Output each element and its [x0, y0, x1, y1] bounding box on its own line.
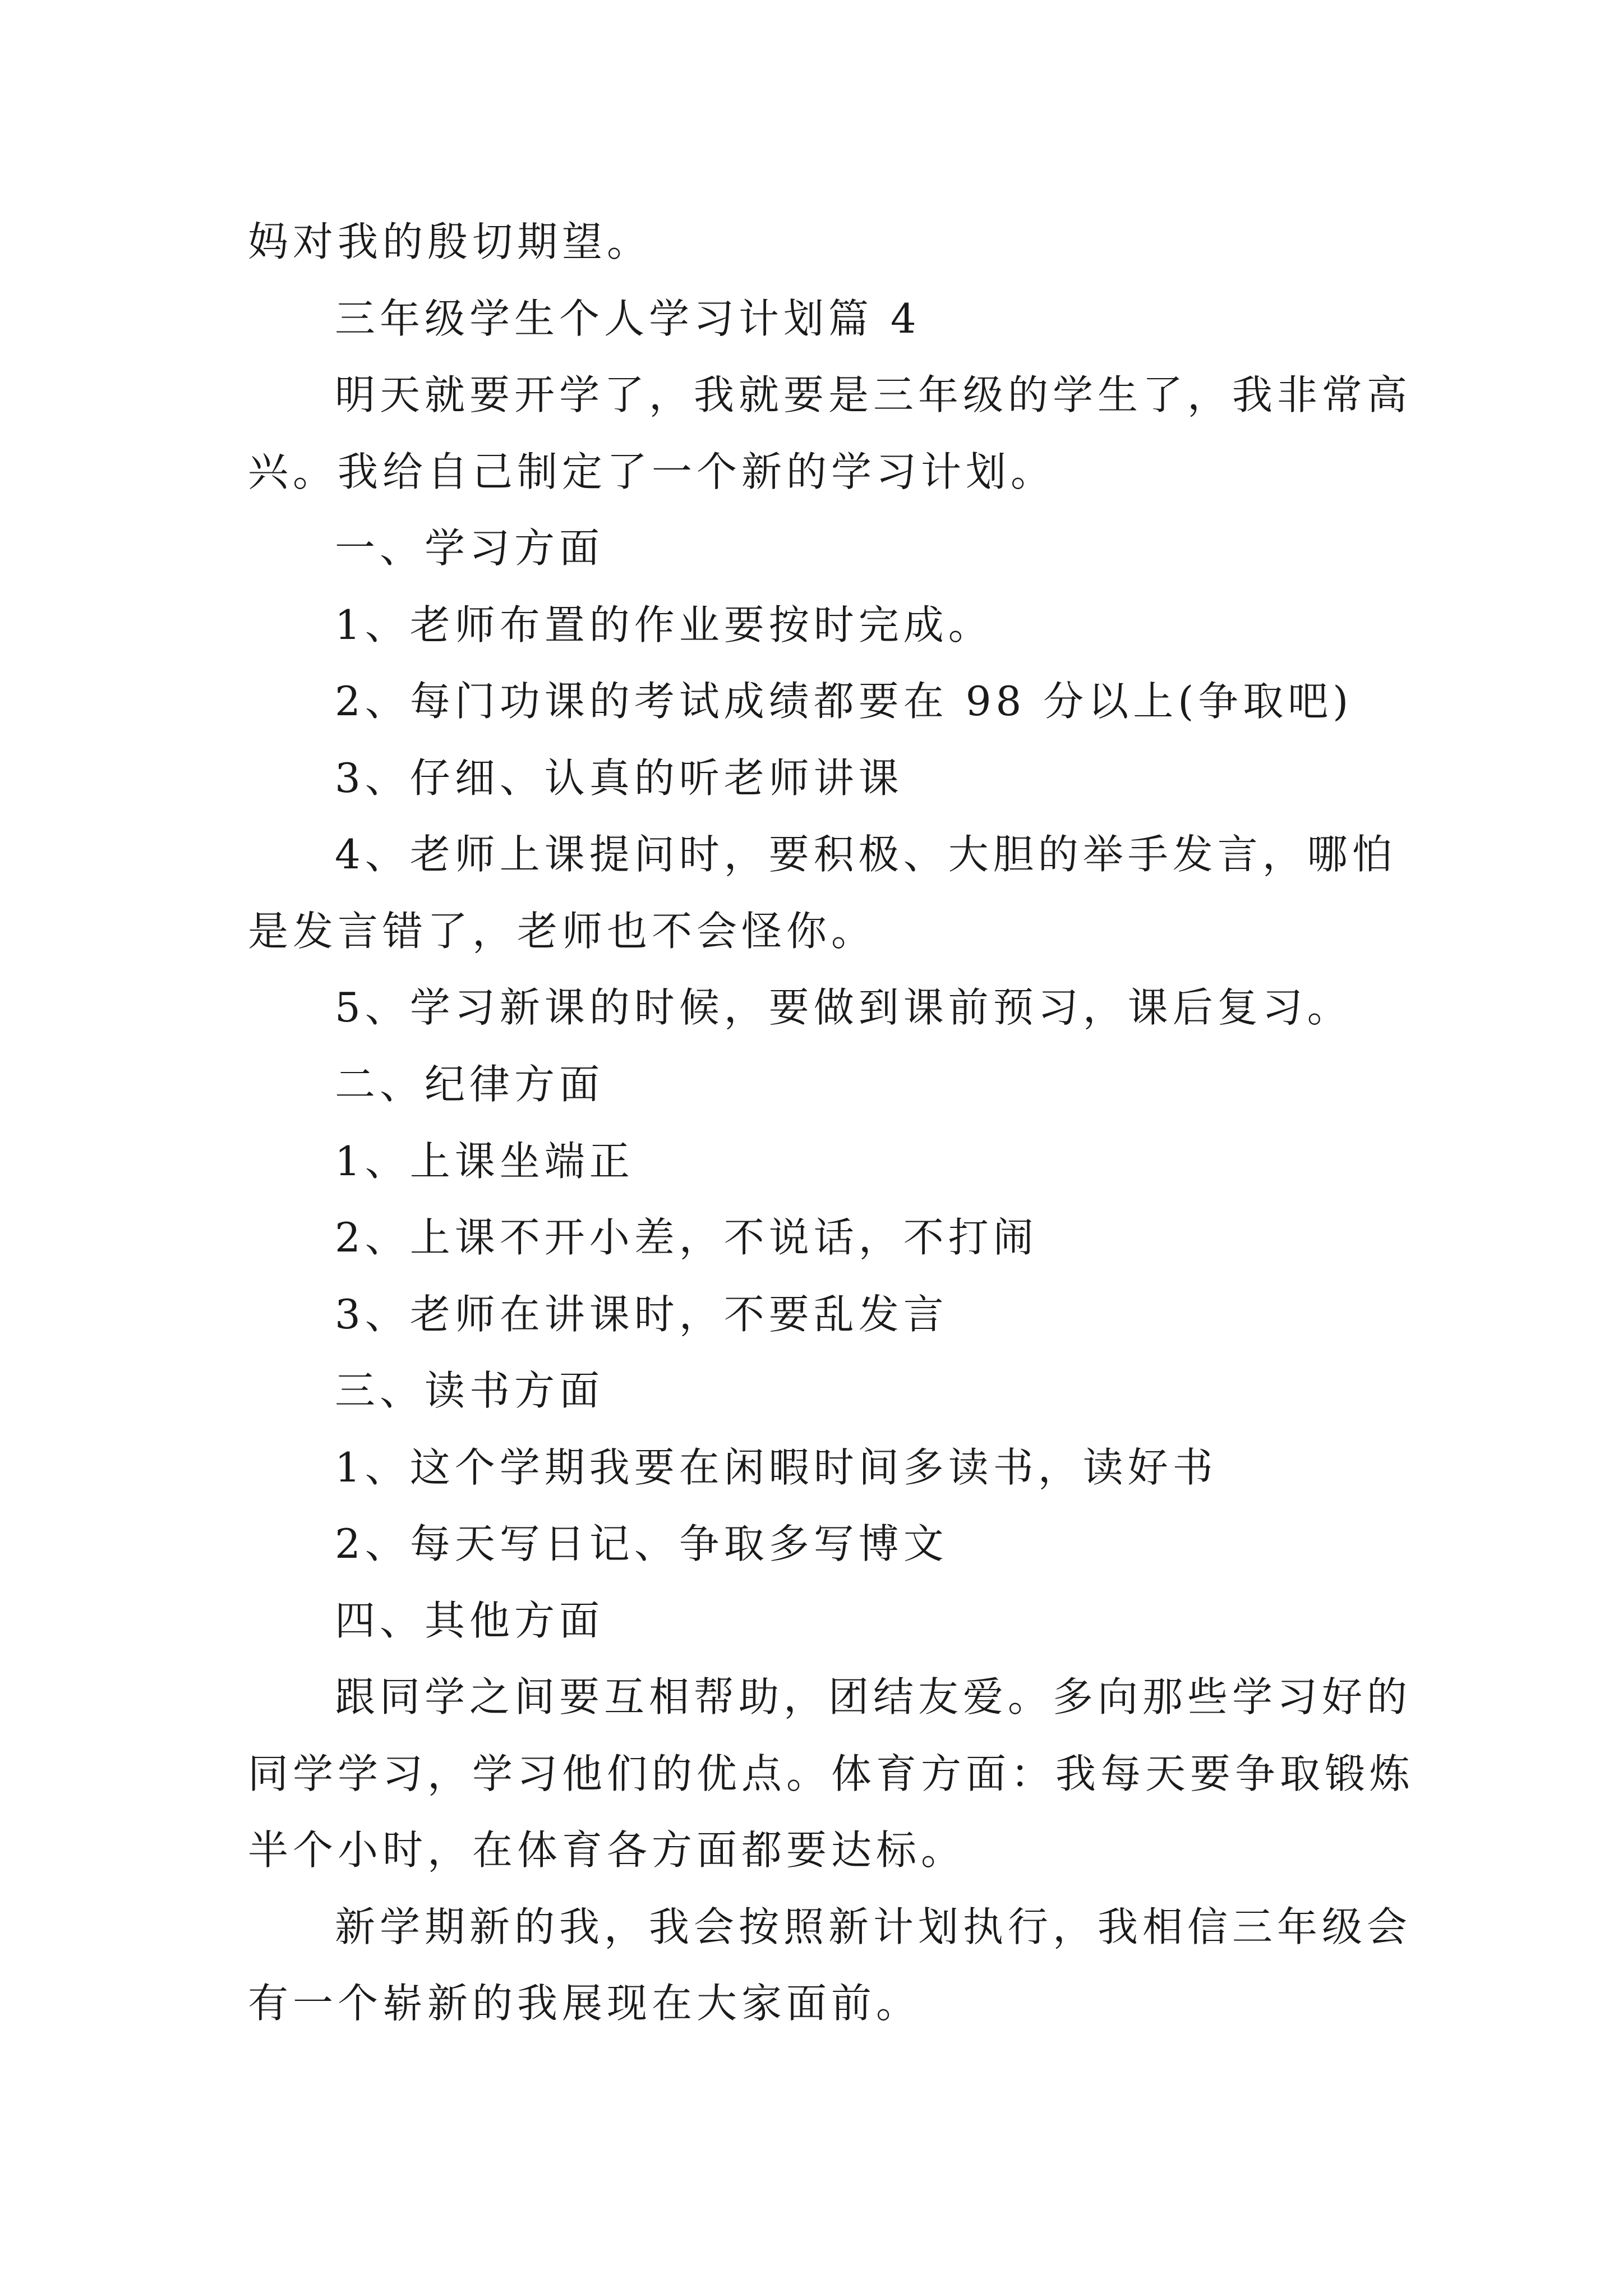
- sub-heading: 二、纪律方面: [335, 1061, 605, 1108]
- list-item: 5、学习新课的时候，要做到课前预习，课后复习。: [335, 984, 1352, 1031]
- list-item: 2、每天写日记、争取多写博文: [335, 1520, 948, 1567]
- list-item: 2、每门功课的考试成绩都要在 98 分以上(争取吧): [335, 678, 1353, 725]
- text-line: 半个小时，在体育各方面都要达标。: [248, 1826, 966, 1874]
- text-line: 有一个崭新的我展现在大家面前。: [248, 1980, 921, 2027]
- sub-heading: 三、读书方面: [335, 1367, 605, 1414]
- list-item: 1、上课坐端正: [335, 1138, 634, 1185]
- section-title: 三年级学生个人学习计划篇 4: [335, 295, 921, 342]
- list-item: 1、这个学期我要在闲暇时间多读书，读好书: [335, 1444, 1218, 1491]
- text-line: 兴。我给自己制定了一个新的学习计划。: [248, 448, 1056, 495]
- sub-heading: 四、其他方面: [335, 1597, 605, 1644]
- text-line: 明天就要开学了，我就要是三年级的学生了，我非常高: [335, 371, 1412, 418]
- text-line: 跟同学之间要互相帮助，团结友爱。多向那些学习好的: [335, 1673, 1412, 1720]
- list-item: 1、老师布置的作业要按时完成。: [335, 601, 993, 648]
- list-item: 3、仔细、认真的听老师讲课: [335, 754, 903, 802]
- text-line: 是发言错了，老师也不会怪你。: [248, 908, 877, 955]
- list-item: 4、老师上课提问时，要积极、大胆的举手发言，哪怕: [335, 831, 1397, 878]
- text-line: 同学学习，学习他们的优点。体育方面：我每天要争取锻炼: [248, 1750, 1415, 1797]
- sub-heading: 一、学习方面: [335, 524, 605, 572]
- list-item: 3、老师在讲课时，不要乱发言: [335, 1291, 948, 1338]
- text-line: 新学期新的我，我会按照新计划执行，我相信三年级会: [335, 1903, 1412, 1950]
- text-line: 妈对我的殷切期望。: [248, 218, 652, 265]
- list-item: 2、上课不开小差，不说话，不打闹: [335, 1214, 1038, 1261]
